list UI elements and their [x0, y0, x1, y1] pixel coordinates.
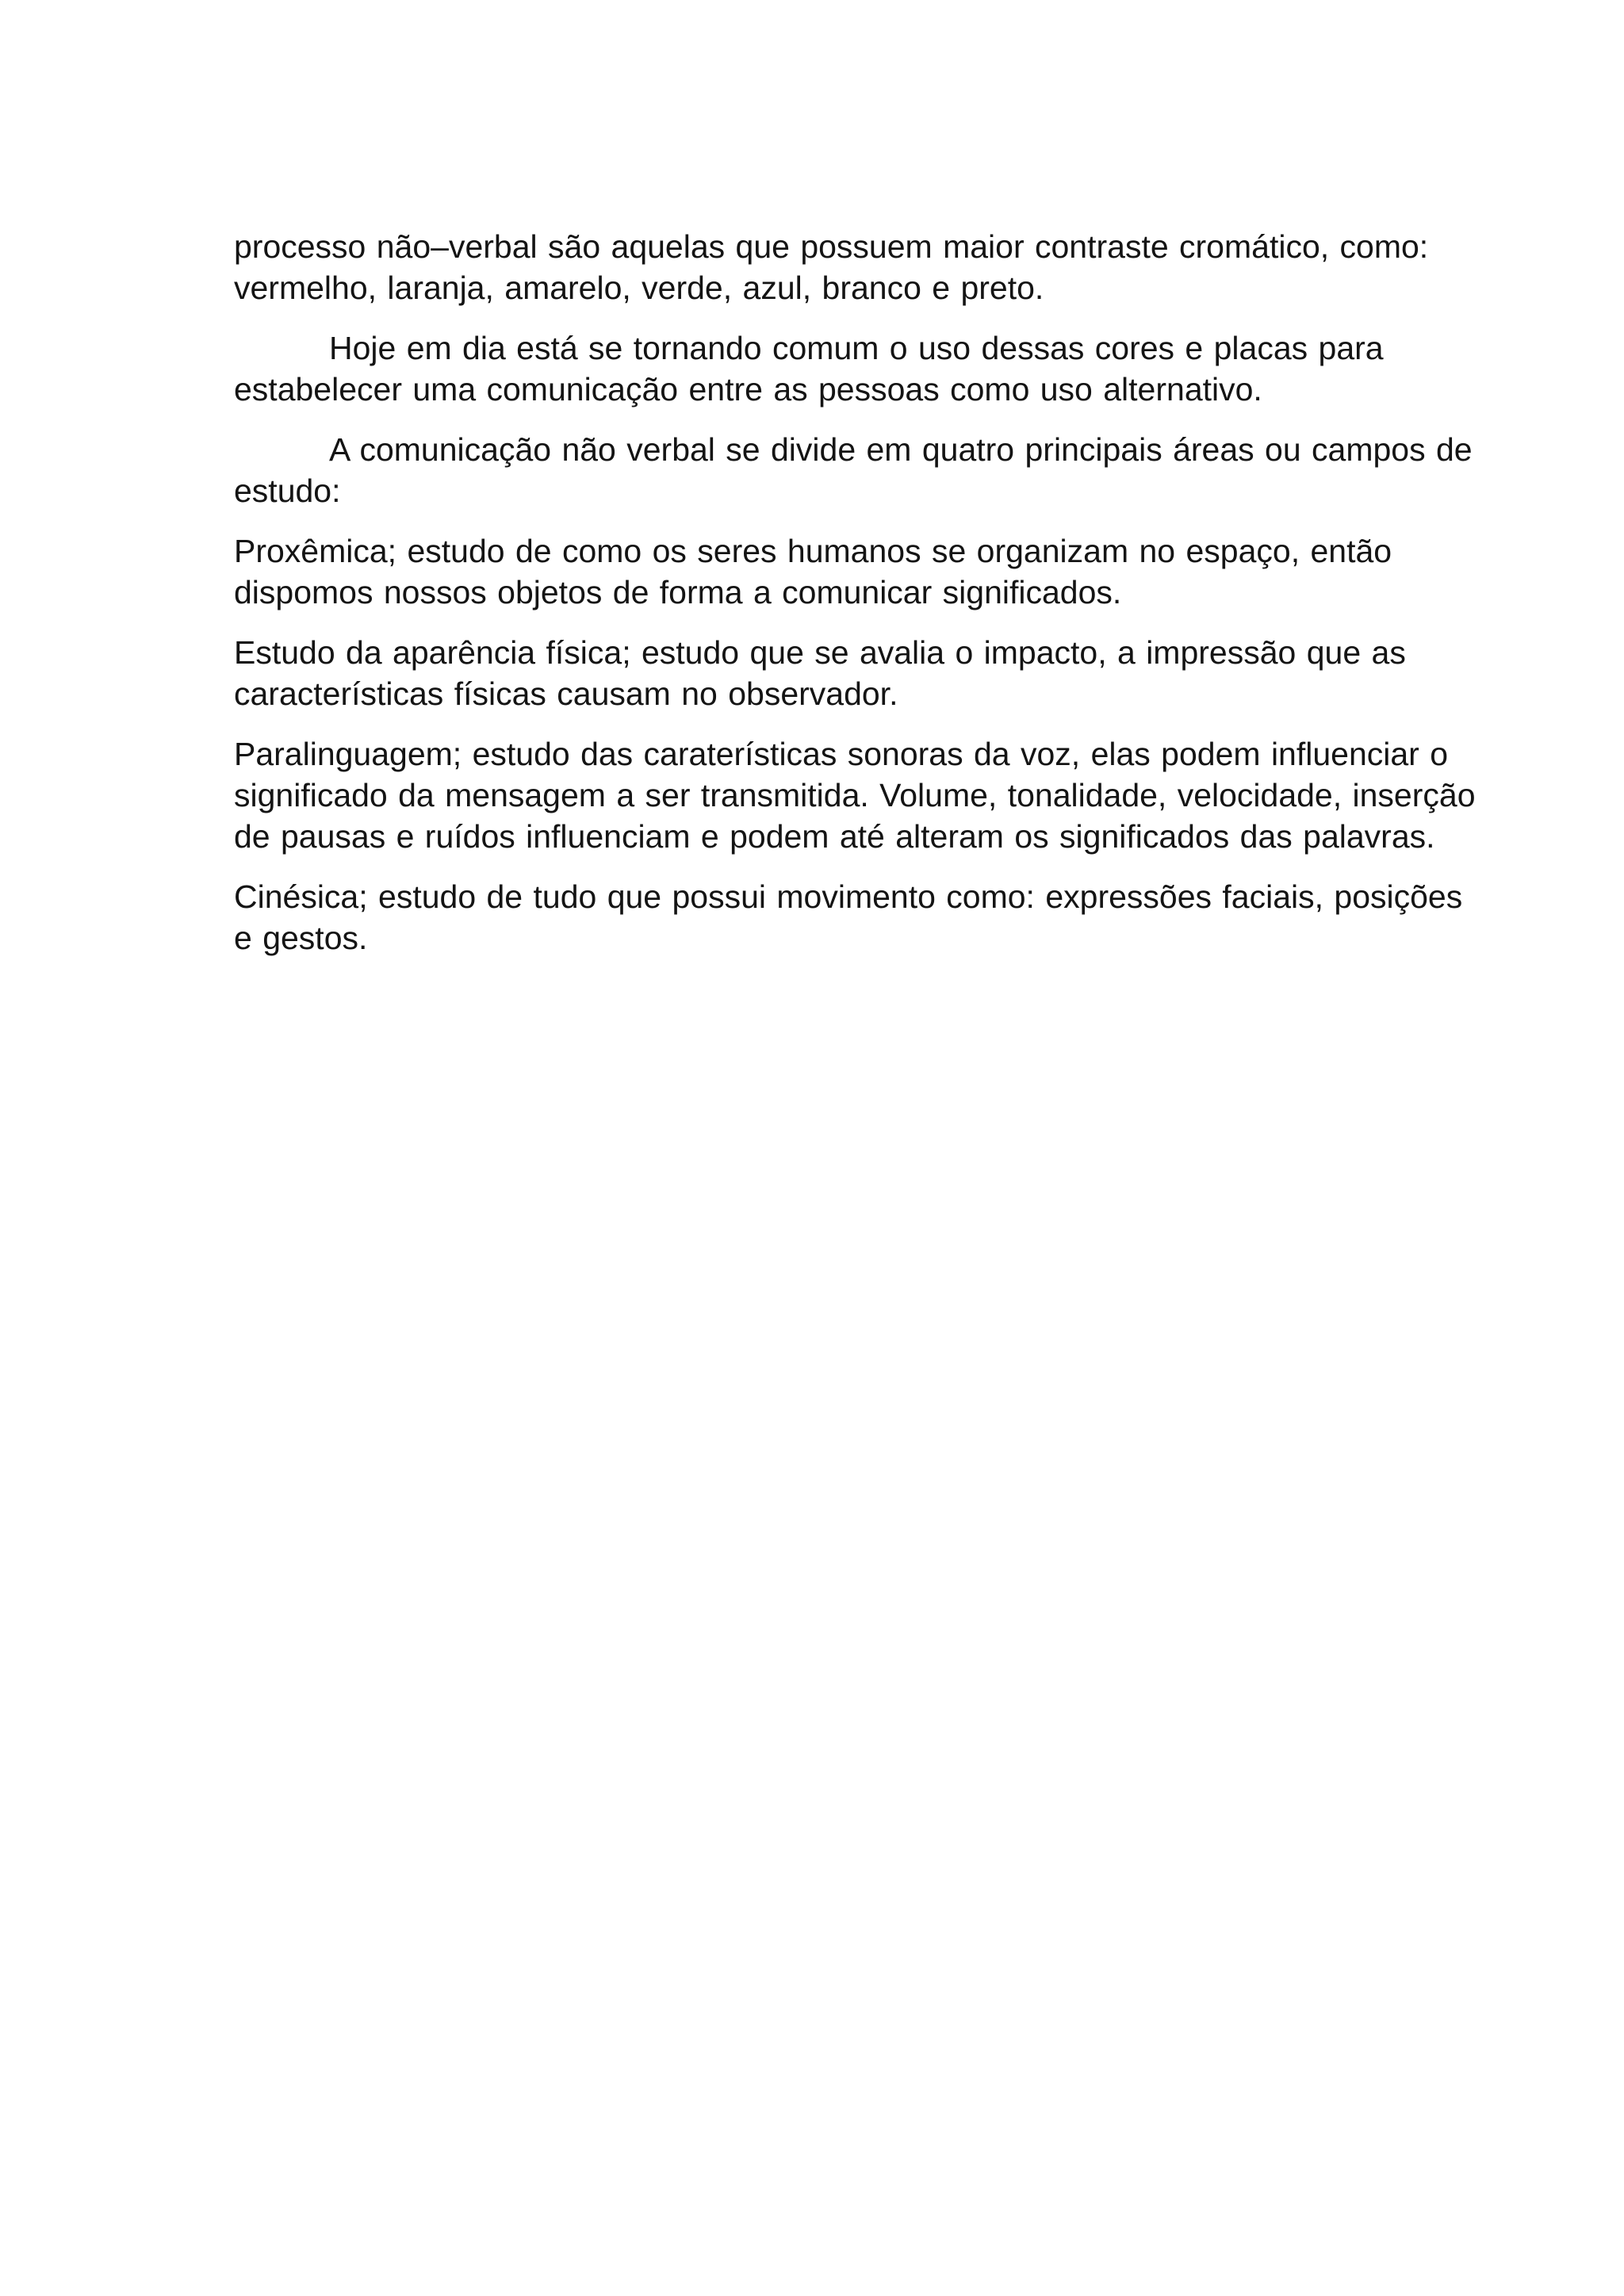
- paragraph-aparencia-fisica: Estudo da aparência física; estudo que se avalia o impacto, a impressão que as características físicas causam no observador.: [234, 634, 1406, 712]
- paragraph-proxemica: Proxêmica; estudo de como os seres humanos se organizam no espaço, então dispomos nossos objetos de forma a comunicar significados.: [234, 533, 1392, 610]
- paragraph-cinesica: Cinésica; estudo de tudo que possui movimento como: expressões faciais, posições e gestos.: [234, 878, 1463, 956]
- paragraph-colors-usage: Hoje em dia está se tornando comum o uso dessas cores e placas para estabelecer uma comunicação entre as pessoas como uso alternativo.: [234, 330, 1384, 408]
- document-body: [234, 226, 1487, 978]
- paragraph-paralinguagem: Paralinguagem; estudo das caraterísticas sonoras da voz, elas podem influenciar o significado da mensagem a ser transmitida. Volume, tonalidade, velocidade, inserção de pausas e ruídos influenciam e podem até alteram os significados das palavras.: [234, 736, 1476, 855]
- paragraph-areas-intro: A comunicação não verbal se divide em quatro principais áreas ou campos de estudo:: [234, 431, 1473, 509]
- paragraph-color-contrast: processo não–verbal são aquelas que possuem maior contraste cromático, como: vermelho, laranja, amarelo, verde, azul, branco e preto.: [234, 228, 1429, 306]
